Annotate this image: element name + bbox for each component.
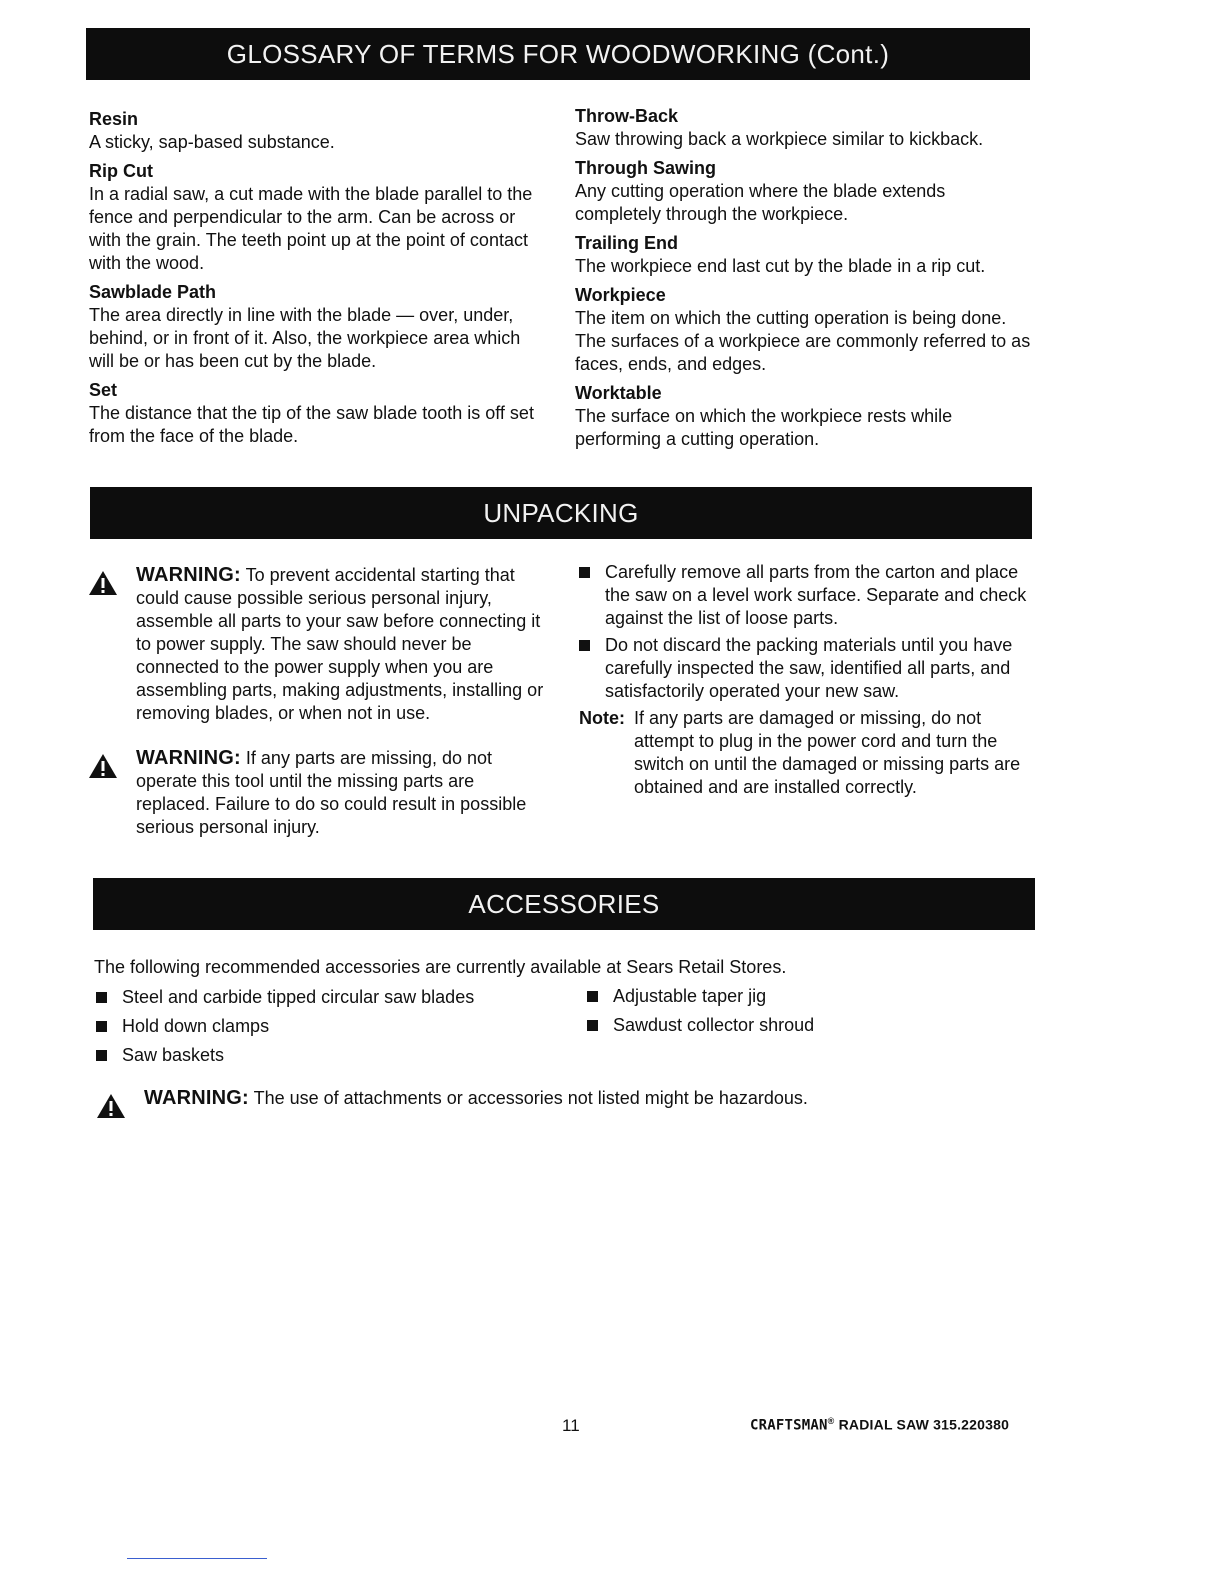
page-number: 11 [562,1416,580,1435]
warning-text: If any parts are missing, do not operate this tool until the missing parts are replaced. Failure to do so could result in possible serious personal injury. [136,748,527,837]
list-item [579,634,1034,703]
list-item-text: Hold down clamps [122,1016,270,1036]
term-name: Rip Cut [89,161,153,181]
accessories-list-right [587,985,1007,1037]
warning-triangle-icon [96,1093,126,1119]
unpacking-warnings [88,564,550,839]
unpacking-bullet-list [579,561,1034,703]
list-item [587,1014,1007,1037]
list-item [96,1044,556,1067]
list-item [96,1015,556,1038]
warning-triangle-icon [88,570,118,596]
term-name: Sawblade Path [89,282,217,302]
square-bullet-icon [96,992,107,1003]
glossary-term-rip-cut [89,160,549,275]
warning-block [88,564,550,725]
glossary-term-sawblade-path [89,281,549,373]
warning-block [88,747,550,839]
list-item-text: Carefully remove all parts from the carton and place the saw on a level work surface. Separate and check against the list of loose parts. [605,562,1027,628]
model-name: RADIAL SAW 315.220380 [838,1416,1010,1433]
note-text: If any parts are damaged or missing, do not attempt to plug in the power cord and turn the switch on until the damaged or missing parts are obtained and are installed correctly. [634,708,1021,797]
note-label: Note: [579,708,625,728]
warning-triangle-icon [88,753,118,779]
accessories-title: ACCESSORIES [468,888,660,919]
glossary-title: GLOSSARY OF TERMS FOR WOODWORKING (Cont.) [226,38,890,69]
term-name: Worktable [575,383,662,403]
term-definition: The area directly in line with the blade — over, under, behind, or in front of it. Also, the workpiece area which will be or has been cut by the blade. [89,305,521,371]
warning-label: WARNING: [136,564,241,586]
glossary-term-throw-back [575,105,1035,151]
term-definition: Any cutting operation where the blade extends completely through the workpiece. [575,181,946,224]
list-item-text: Sawdust collector shroud [613,1015,815,1035]
unpacking-instructions [579,561,1034,799]
square-bullet-icon [579,567,590,578]
accessories-list-left [96,986,556,1067]
list-item [587,985,1007,1008]
bottom-rule [127,1558,267,1559]
list-item [579,561,1034,630]
glossary-banner [86,28,1030,80]
accessories-warning [96,1087,1024,1110]
term-name: Resin [89,109,139,129]
glossary-right-column [575,105,1035,451]
glossary-term-worktable [575,382,1035,451]
term-definition: A sticky, sap-based substance. [89,132,335,152]
list-item-text: Do not discard the packing materials until you have carefully inspected the saw, identified all parts, and satisfactorily operated your new saw. [605,635,1013,701]
square-bullet-icon [587,1020,598,1031]
accessories-banner [93,878,1035,930]
registered-mark: ® [827,1416,835,1426]
glossary-term-workpiece [575,284,1035,376]
list-item [96,986,556,1009]
term-definition: The item on which the cutting operation is being done. The surfaces of a workpiece are commonly referred to as faces, ends, and edges. [575,308,1031,374]
square-bullet-icon [96,1021,107,1032]
term-name: Workpiece [575,285,666,305]
craftsman-logo: CRAFTSMAN [750,1417,828,1434]
warning-text: To prevent accidental starting that could cause possible serious personal injury, assemble all parts to your saw before connecting it to power supply. The saw should never be connected to the power supply when you are assembling parts, making adjustments, installing or removing blades, or when not in use. [136,565,544,723]
warning-text: The use of attachments or accessories not listed might be hazardous. [248,1088,808,1108]
term-name: Throw-Back [575,106,679,126]
term-definition: The workpiece end last cut by the blade in a rip cut. [575,256,986,276]
glossary-term-set [89,379,549,448]
glossary-term-through-sawing [575,157,1035,226]
term-definition: The distance that the tip of the saw blade tooth is off set from the face of the blade. [89,403,534,446]
term-name: Set [89,380,118,400]
footer-brand [750,1416,1009,1434]
list-item-text: Steel and carbide tipped circular saw blades [122,987,475,1007]
unpacking-note [579,707,1034,799]
accessories-intro: The following recommended accessories are currently available at Sears Retail Stores. [94,957,787,977]
list-item-text: Saw baskets [122,1045,225,1065]
square-bullet-icon [579,640,590,651]
glossary-left-column [89,108,549,448]
square-bullet-icon [587,991,598,1002]
glossary-term-trailing-end [575,232,1035,278]
warning-label: WARNING: [136,747,241,769]
warning-label: WARNING: [144,1087,249,1109]
term-definition: The surface on which the workpiece rests while performing a cutting operation. [575,406,953,449]
term-definition: In a radial saw, a cut made with the blade parallel to the fence and perpendicular to the arm. Can be across or with the grain. The teeth point up at the point of contact with the wood. [89,184,533,273]
term-name: Through Sawing [575,158,716,178]
list-item-text: Adjustable taper jig [613,986,767,1006]
unpacking-banner [90,487,1032,539]
unpacking-title: UNPACKING [483,497,639,528]
glossary-term-resin [89,108,549,154]
term-definition: Saw throwing back a workpiece similar to kickback. [575,129,984,149]
term-name: Trailing End [575,233,679,253]
square-bullet-icon [96,1050,107,1061]
